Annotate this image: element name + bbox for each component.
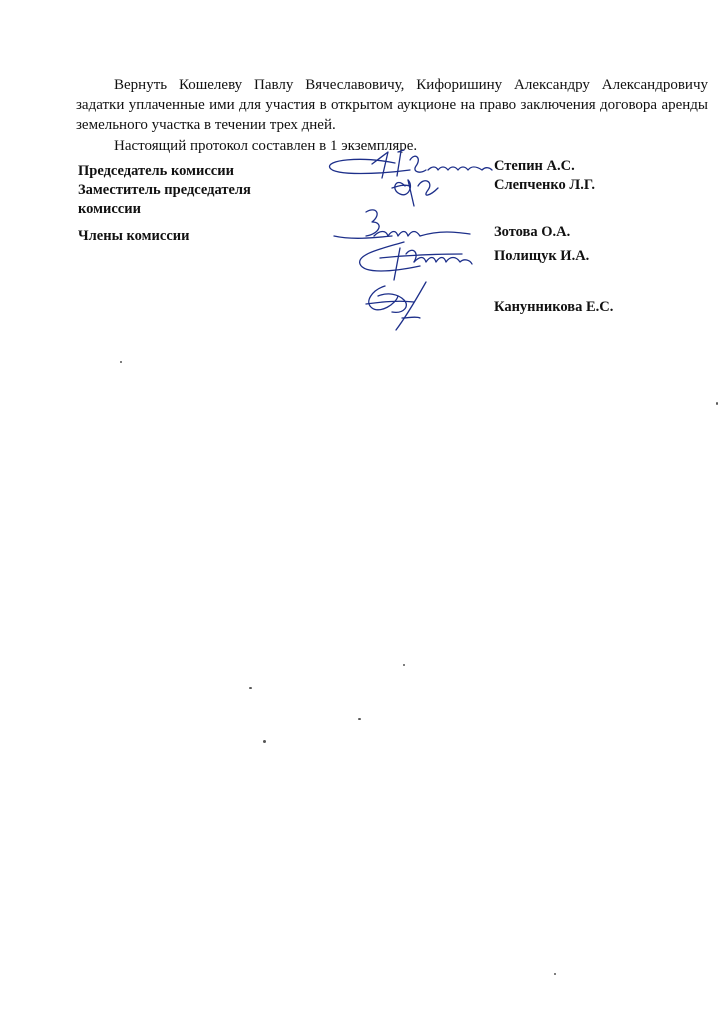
scan-speck [403,664,405,666]
signatory-name-polishchuk: Полищук И.А. [494,248,590,264]
paragraph-copies: Настоящий протокол составлен в 1 экземпляре. [114,138,418,154]
members-label: Члены комиссии [78,228,190,244]
paragraph-return-deposits: Вернуть Кошелеву Павлу Вячеславовичу, Кифоришину Александру Александровичу задатки уплаченные ими для участия в открытом аукционе на право заключения договора аренды земельного участка в течении трех дней. [76,77,708,133]
signatory-name-kanunnikova: Канунникова Е.С. [494,299,614,315]
deputy-chair-label: Заместитель председателя комиссии [78,182,251,217]
zotova-signature [334,210,470,238]
scan-speck [358,718,361,720]
chair-label: Председатель комиссии [78,163,234,179]
scan-speck [120,361,122,363]
scan-speck [249,687,252,689]
signatory-name-slepchenko: Слепченко Л.Г. [494,177,596,193]
deputy-signature [392,180,438,206]
scan-speck [716,402,718,405]
kanunnikova-signature [366,282,426,330]
polishchuk-signature [360,242,472,280]
signatory-name-zotova: Зотова О.А. [494,224,571,240]
scan-speck [263,740,266,743]
signatory-name-stepin: Степин А.С. [494,158,575,174]
scan-speck [554,973,556,975]
